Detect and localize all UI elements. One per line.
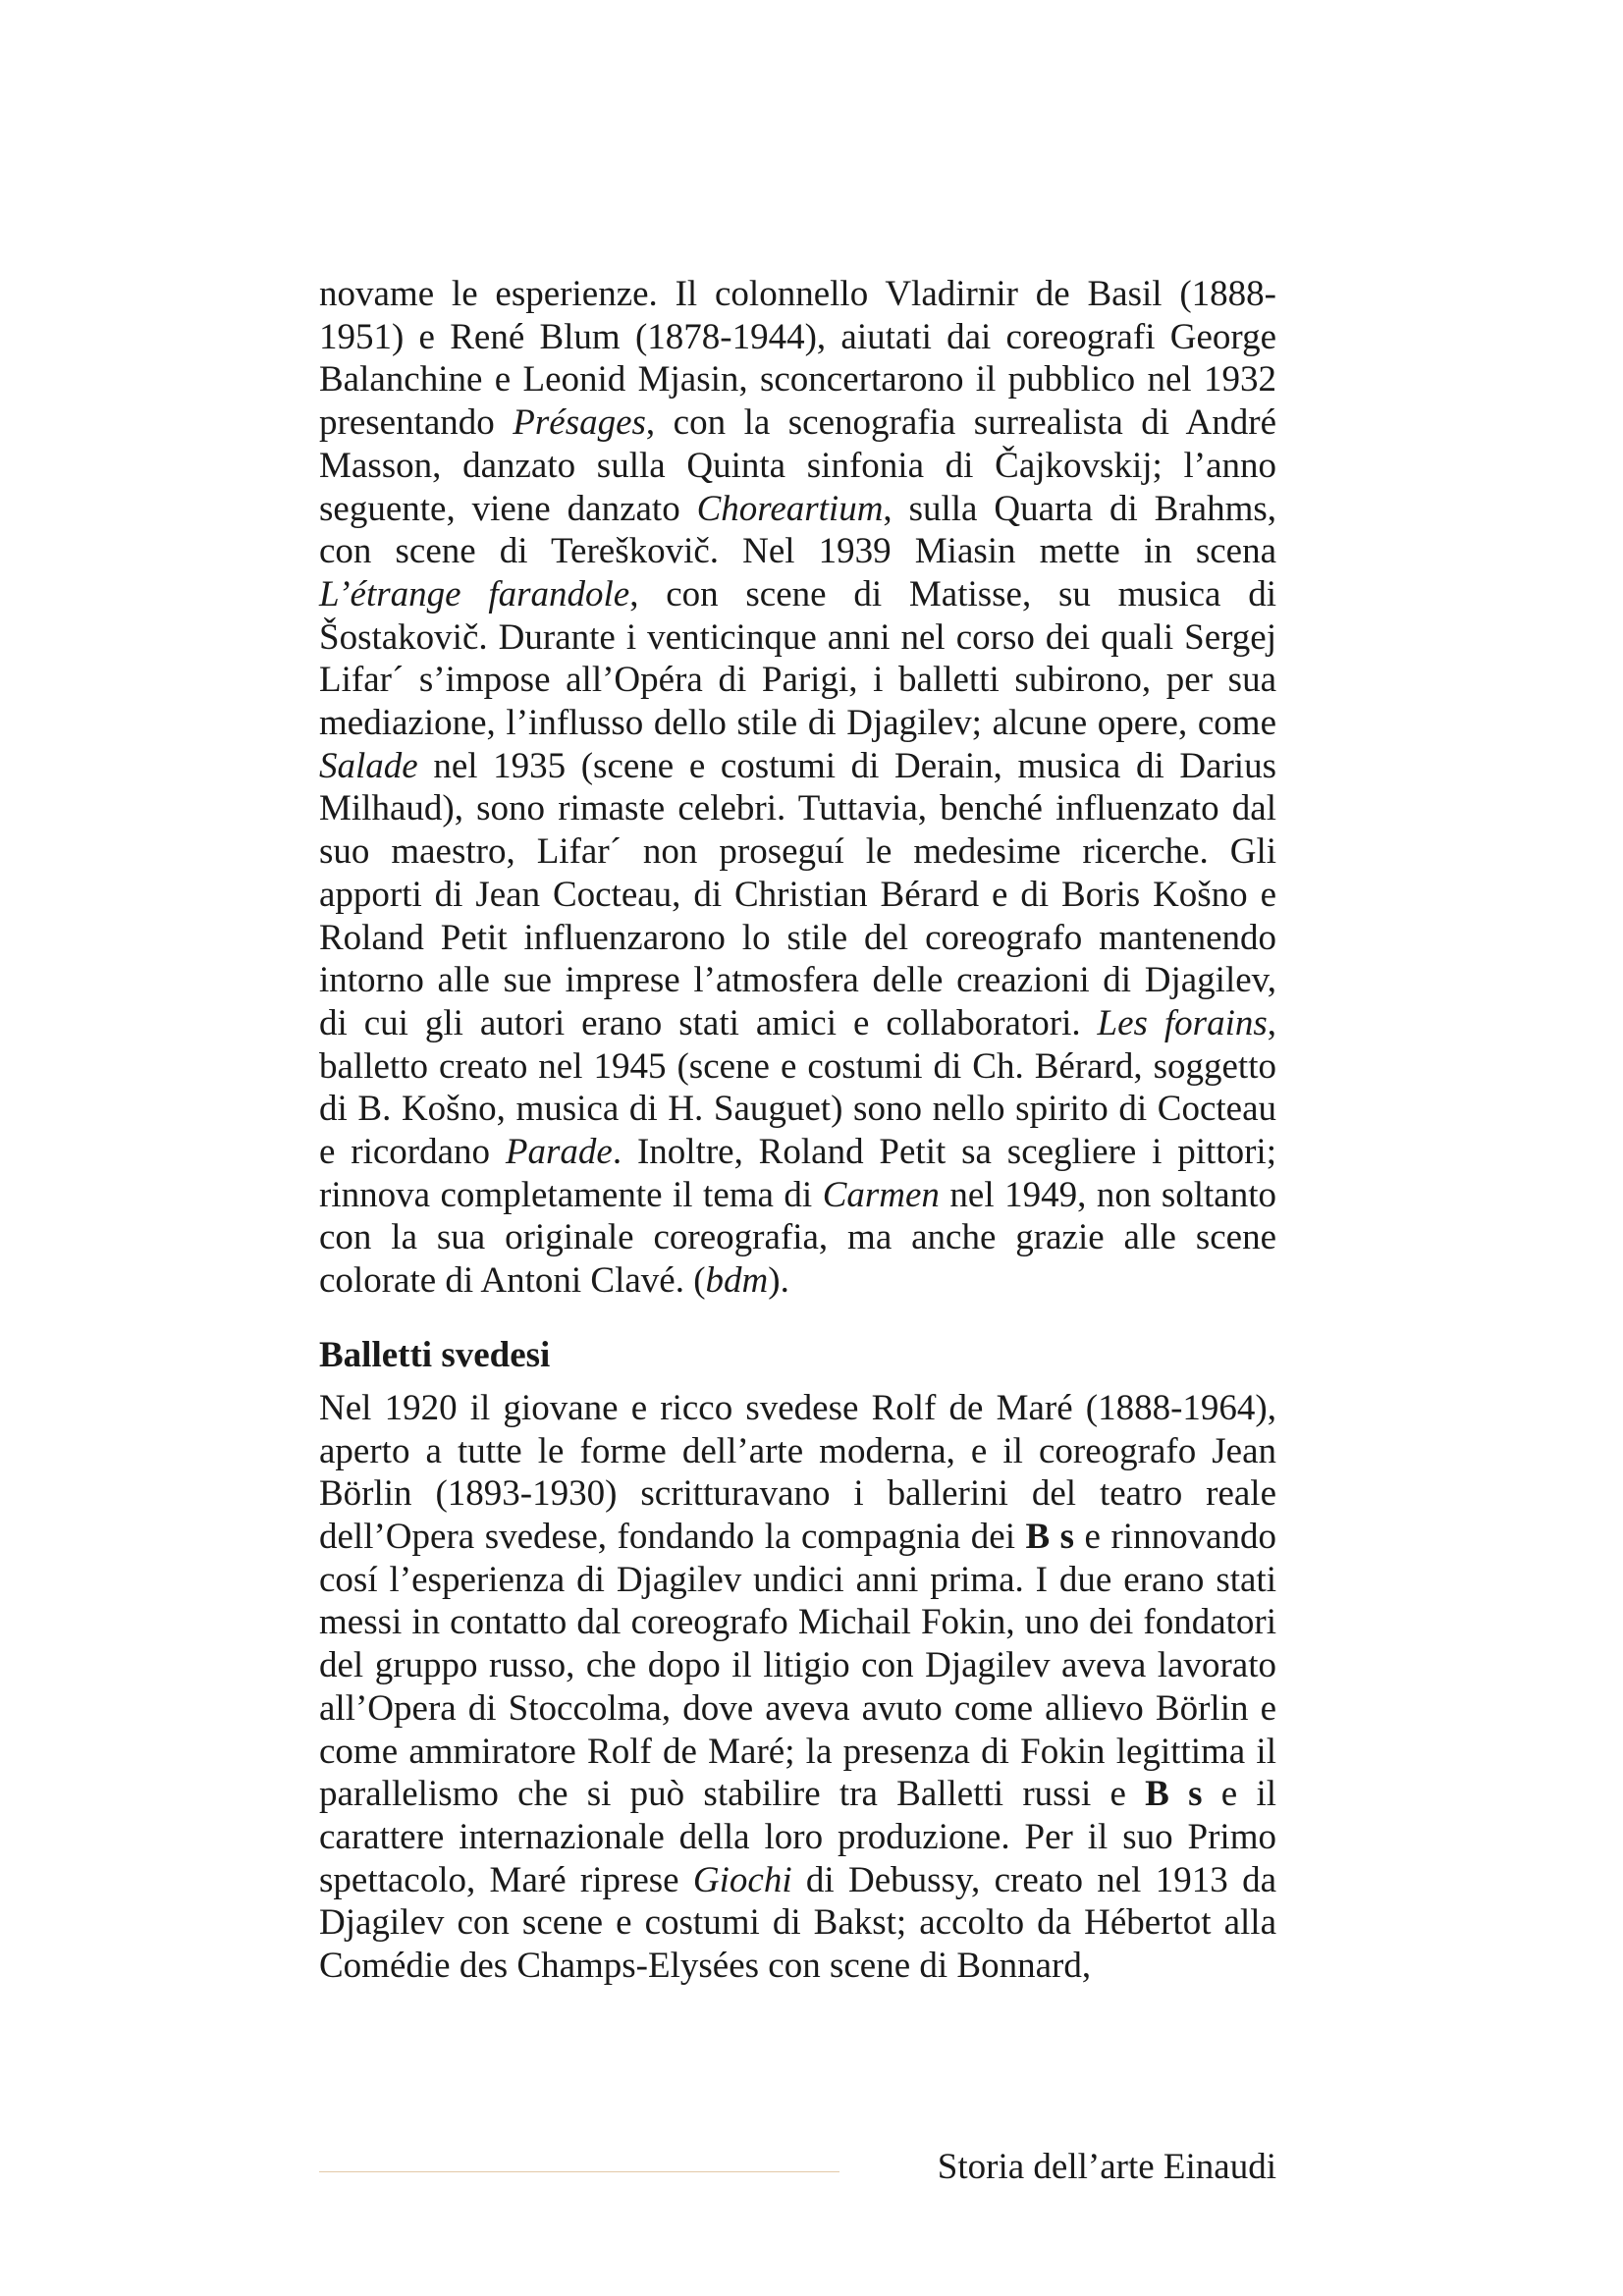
text-run: , balletto creato nel 1945 (scene e costumi di Ch. Bérard, soggetto di B. Košno, musica di H. Sauguet) sono nello spirito di Cocteau e ricordano: [319, 1002, 1276, 1173]
text-run: di Debussy, creato nel 1913 da Djagilev con scene e costumi di Bakst; accolto da Hébertot alla Comédie des Champs-Elysées con scene di Bonnard,: [319, 1859, 1276, 1987]
italic-title: Choreartium: [696, 488, 884, 529]
text-run: nel 1935 (scene e costumi di Derain, musica di Darius Milhaud), sono rimaste celebri. Tuttavia, benché influenzato dal suo maestro, Lifar´ non proseguí le medesime ricerche. Gli apporti di Jean Cocteau, di Christian Bérard e di Boris Košno e Roland Petit influenzarono lo stile del coreografo mantenendo intorno alle sue imprese l’atmosfera delle creazioni di Djagilev, di cui gli autori erano stati amici e collaboratori.: [319, 745, 1276, 1043]
bold-abbreviation: B s: [1025, 1516, 1075, 1557]
text-run: nel 1949, non soltanto con la sua originale coreografia, ma anche grazie alle scene colorate di Antoni Clavé. (: [319, 1174, 1276, 1302]
footer-rule: [319, 2171, 839, 2172]
text-run: Nel 1920 il giovane e ricco svedese Rolf de Maré (1888-1964), aperto a tutte le forme dell’arte moderna, e il coreografo Jean Börlin (1893-1930) scritturavano i ballerini del teatro reale dell’Opera svedese, fondando la compagnia dei: [319, 1387, 1276, 1557]
paragraph-balletti-svedesi: [319, 1387, 1276, 1988]
italic-title: Carmen: [822, 1174, 940, 1215]
italic-title: Les forains: [1097, 1002, 1268, 1043]
section-heading: Balletti svedesi: [319, 1334, 551, 1375]
text-run: , con scene di Matisse, su musica di Šostakovič. Durante i venticinque anni nel corso dei quali Sergej Lifar´ s’impose all’Opéra di Parigi, i balletti subirono, per sua mediazione, l’influsso dello stile di Djagilev; alcune opere, come: [319, 573, 1276, 744]
text-run: ).: [768, 1260, 789, 1302]
footer-title: Storia dell’arte Einaudi: [937, 2147, 1276, 2187]
italic-title: Présages: [513, 402, 646, 444]
italic-title: Salade: [319, 745, 418, 786]
text-run: , sulla Quarta di Brahms, con scene di Tereškovič. Nel 1939 Miasin mette in scena: [319, 488, 1276, 572]
text-run: e rinnovando cosí l’esperienza di Djagilev undici anni prima. I due erano stati messi in contatto dal coreografo Michail Fokin, uno dei fondatori del gruppo russo, che dopo il litigio con Djagilev aveva lavorato all’Opera di Stoccolma, dove aveva avuto come allievo Börlin e come ammiratore Rolf de Maré; la presenza di Fokin legittima il parallelismo che si può stabilire tra Balletti russi e: [319, 1516, 1276, 1815]
italic-title: L’étrange farandole: [319, 573, 630, 614]
italic-title: Giochi: [692, 1859, 792, 1900]
bold-abbreviation: B s: [1145, 1774, 1203, 1815]
text-run: e il carattere internazionale della loro produzione. Per il suo Primo spettacolo, Maré riprese: [319, 1774, 1277, 1900]
text-run: novame le esperienze. Il colonnello Vladirnir de Basil (1888-1951) e René Blum (1878-1944), aiutati dai coreografi George Balanchine e Leonid Mjasin, sconcertarono il pubblico nel 1932 presentando: [319, 274, 1276, 444]
main-text: [319, 273, 1276, 1988]
paragraph-ballets-russes: [319, 273, 1276, 1303]
text-run: . Inoltre, Roland Petit sa scegliere i pittori; rinnova completamente il tema di: [319, 1132, 1276, 1215]
italic-title: Parade: [505, 1132, 613, 1173]
text-run: , con la scenografia surrealista di André Masson, danzato sulla Quinta sinfonia di Čajkovskij; l’anno seguente, viene danzato: [319, 402, 1276, 529]
author-initials: bdm: [705, 1260, 769, 1302]
